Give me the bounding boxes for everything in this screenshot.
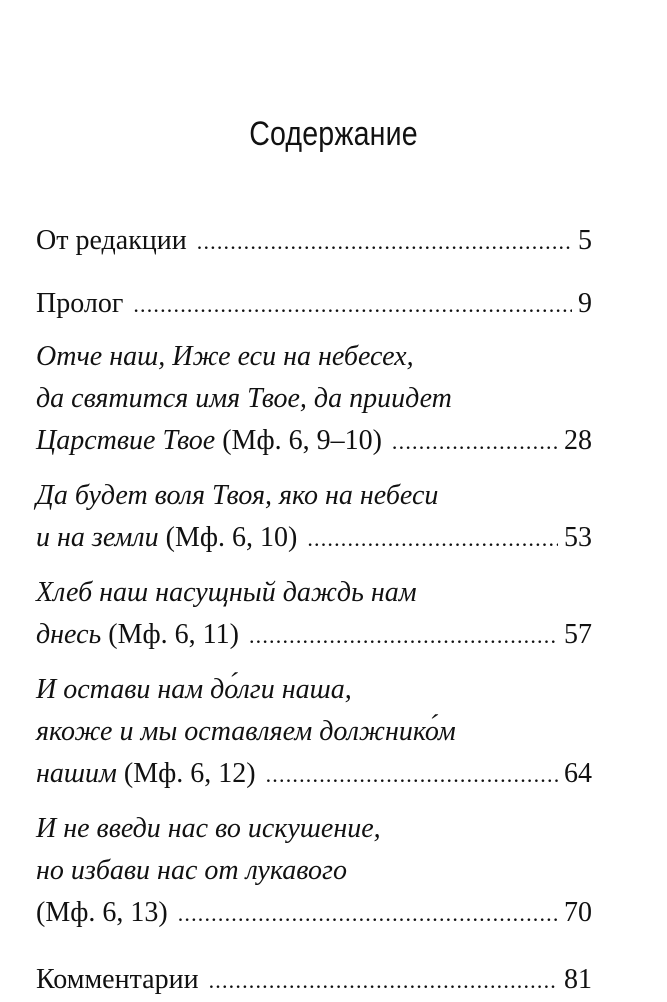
toc-entry-last-line — [36, 517, 592, 560]
toc-entry[interactable] — [36, 669, 592, 796]
toc-leader-dots — [307, 518, 558, 560]
toc-entry[interactable] — [36, 336, 592, 463]
toc-entry-text: (Мф. 6, 12) — [116, 758, 256, 789]
toc-entry[interactable] — [36, 220, 592, 263]
toc-entry-heading-line: И не введи нас во искушение, — [36, 813, 381, 844]
table-of-contents — [36, 220, 592, 1002]
toc-entry-italic-text: днесь — [36, 619, 102, 650]
toc-entry-last-line — [36, 614, 592, 657]
toc-entry-text: (Мф. 6, 9–10) — [215, 425, 382, 456]
toc-leader-dots — [392, 421, 558, 463]
toc-entry-last-line — [36, 220, 592, 263]
toc-entry[interactable] — [36, 808, 592, 935]
toc-entry-italic-text: Царствие Твое — [36, 425, 216, 456]
toc-entry-heading-line: Хлеб наш насущный даждь нам — [36, 577, 417, 608]
toc-entry-text: (Мф. 6, 10) — [158, 522, 298, 553]
toc-entry-last-line — [36, 283, 592, 326]
toc-page-number: 53 — [564, 522, 592, 553]
page-title: Содержание — [249, 115, 418, 153]
toc-entry-heading-line: да святится имя Твое, да приидет — [36, 383, 452, 414]
toc-leader-dots — [209, 960, 558, 1002]
toc-entry-heading-line: И остави нам до́лги наша, — [36, 674, 352, 705]
toc-entry-text: От редакции — [36, 225, 187, 256]
toc-page-number: 64 — [564, 758, 592, 789]
toc-page-number: 70 — [564, 897, 592, 928]
toc-entry[interactable] — [36, 283, 592, 326]
toc-entry[interactable] — [36, 475, 592, 560]
toc-entry-italic-text: и на земли — [36, 522, 159, 553]
toc-entry-italic-text: нашим — [36, 758, 117, 789]
toc-leader-dots — [133, 284, 572, 326]
toc-entry-last-line — [36, 892, 592, 935]
toc-entry-text: Пролог — [36, 288, 124, 319]
toc-entry-heading-line: якоже и мы оставляем должнико́м — [36, 716, 456, 747]
toc-entry-text: (Мф. 6, 13) — [36, 897, 168, 928]
toc-page-number: 28 — [564, 425, 592, 456]
toc-entry-last-line — [36, 959, 592, 1002]
toc-page-number: 81 — [564, 964, 592, 995]
toc-entry-last-line — [36, 420, 592, 463]
toc-entry-text: (Мф. 6, 11) — [101, 619, 239, 650]
toc-entry-last-line — [36, 753, 592, 796]
toc-leader-dots — [249, 615, 558, 657]
toc-entry-heading-line: Да будет воля Твоя, яко на небеси — [36, 480, 439, 511]
toc-leader-dots — [197, 221, 572, 263]
toc-leader-dots — [266, 754, 558, 796]
toc-page-number: 5 — [578, 225, 592, 256]
toc-entry-text: Комментарии — [36, 964, 199, 995]
toc-entry[interactable] — [36, 959, 592, 1002]
toc-page-number: 57 — [564, 619, 592, 650]
toc-entry-heading-line: Отче наш, Иже еси на небесех, — [36, 341, 414, 372]
toc-leader-dots — [178, 893, 558, 935]
toc-entry[interactable] — [36, 572, 592, 657]
toc-entry-heading-line: но избави нас от лукавого — [36, 855, 347, 886]
toc-page-number: 9 — [578, 288, 592, 319]
